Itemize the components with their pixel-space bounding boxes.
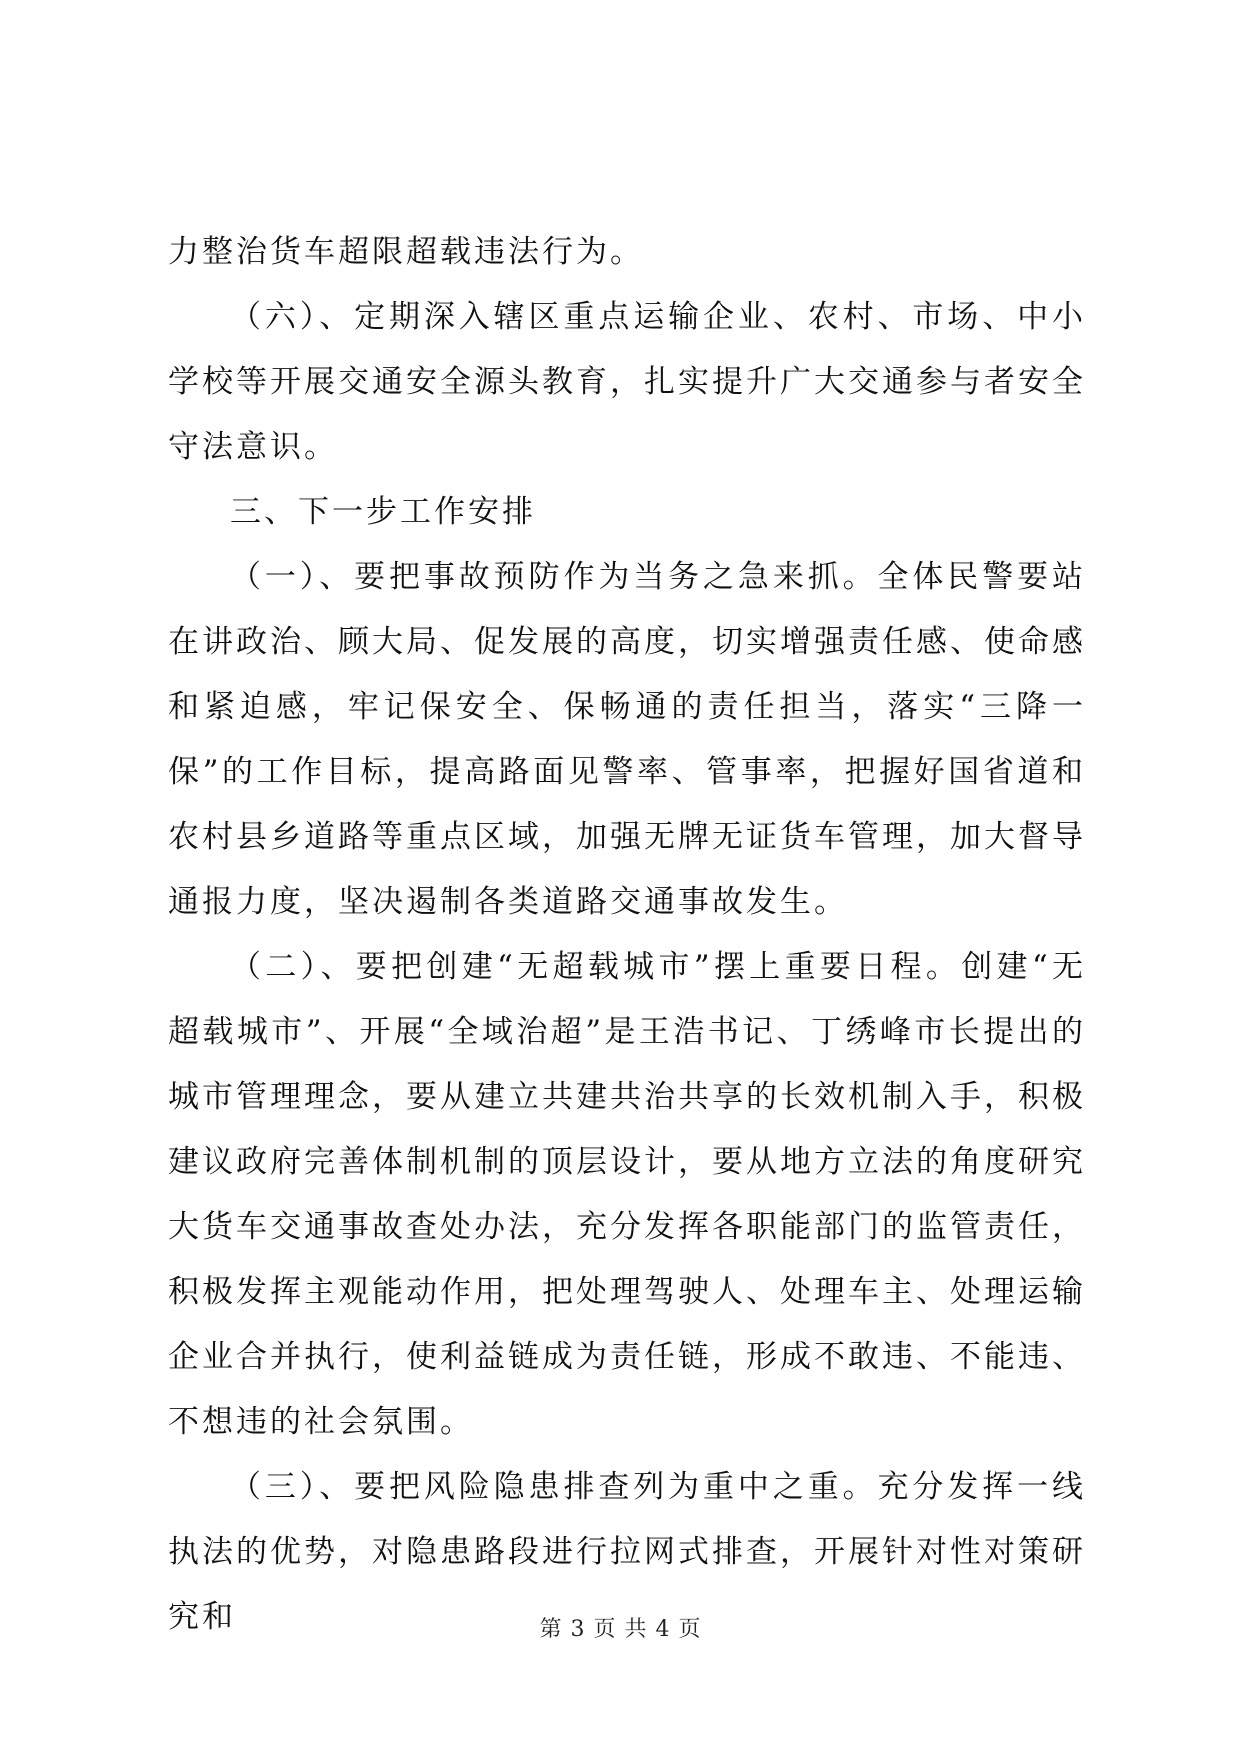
- paragraph-item-two: （二）、要把创建“无超载城市”摆上重要日程。创建“无超载城市”、开展“全域治超”是王浩书记、丁绣峰市长提出的城市管理理念，要从建立共建共治共享的长效机制入手，积极建议政府完善体制机制的顶层设计，要从地方立法的角度研究大货车交通事故查处办法，充分发挥各职能部门的监管责任，积极发挥主观能动作用，把处理驾驶人、处理车主、处理运输企业合并执行，使利益链成为责任链，形成不敢违、不能违、不想违的社会氛围。: [168, 949, 1086, 1440]
- paragraph-item-six: （六）、定期深入辖区重点运输企业、农村、市场、中小学校等开展交通安全源头教育，扎实提升广大交通参与者安全守法意识。: [168, 299, 1086, 465]
- document-body: [168, 220, 1086, 1650]
- paragraph-continuation: 力整治货车超限超载违法行为。: [168, 234, 644, 270]
- paragraph-item-three: （三）、要把风险隐患排查列为重中之重。充分发挥一线执法的优势，对隐患路段进行拉网式排查，开展针对性对策研究和: [168, 1469, 1086, 1635]
- page-number-footer: 第 3 页 共 4 页: [539, 1617, 702, 1642]
- paragraph-item-one: （一）、要把事故预防作为当务之急来抓。全体民警要站在讲政治、顾大局、促发展的高度，切实增强责任感、使命感和紧迫感，牢记保安全、保畅通的责任担当，落实“三降一保”的工作目标，提高路面见警率、管事率，把握好国省道和农村县乡道路等重点区域，加强无牌无证货车管理，加大督导通报力度，坚决遏制各类道路交通事故发生。: [168, 559, 1086, 920]
- section-heading-next-steps: 三、下一步工作安排: [230, 494, 536, 530]
